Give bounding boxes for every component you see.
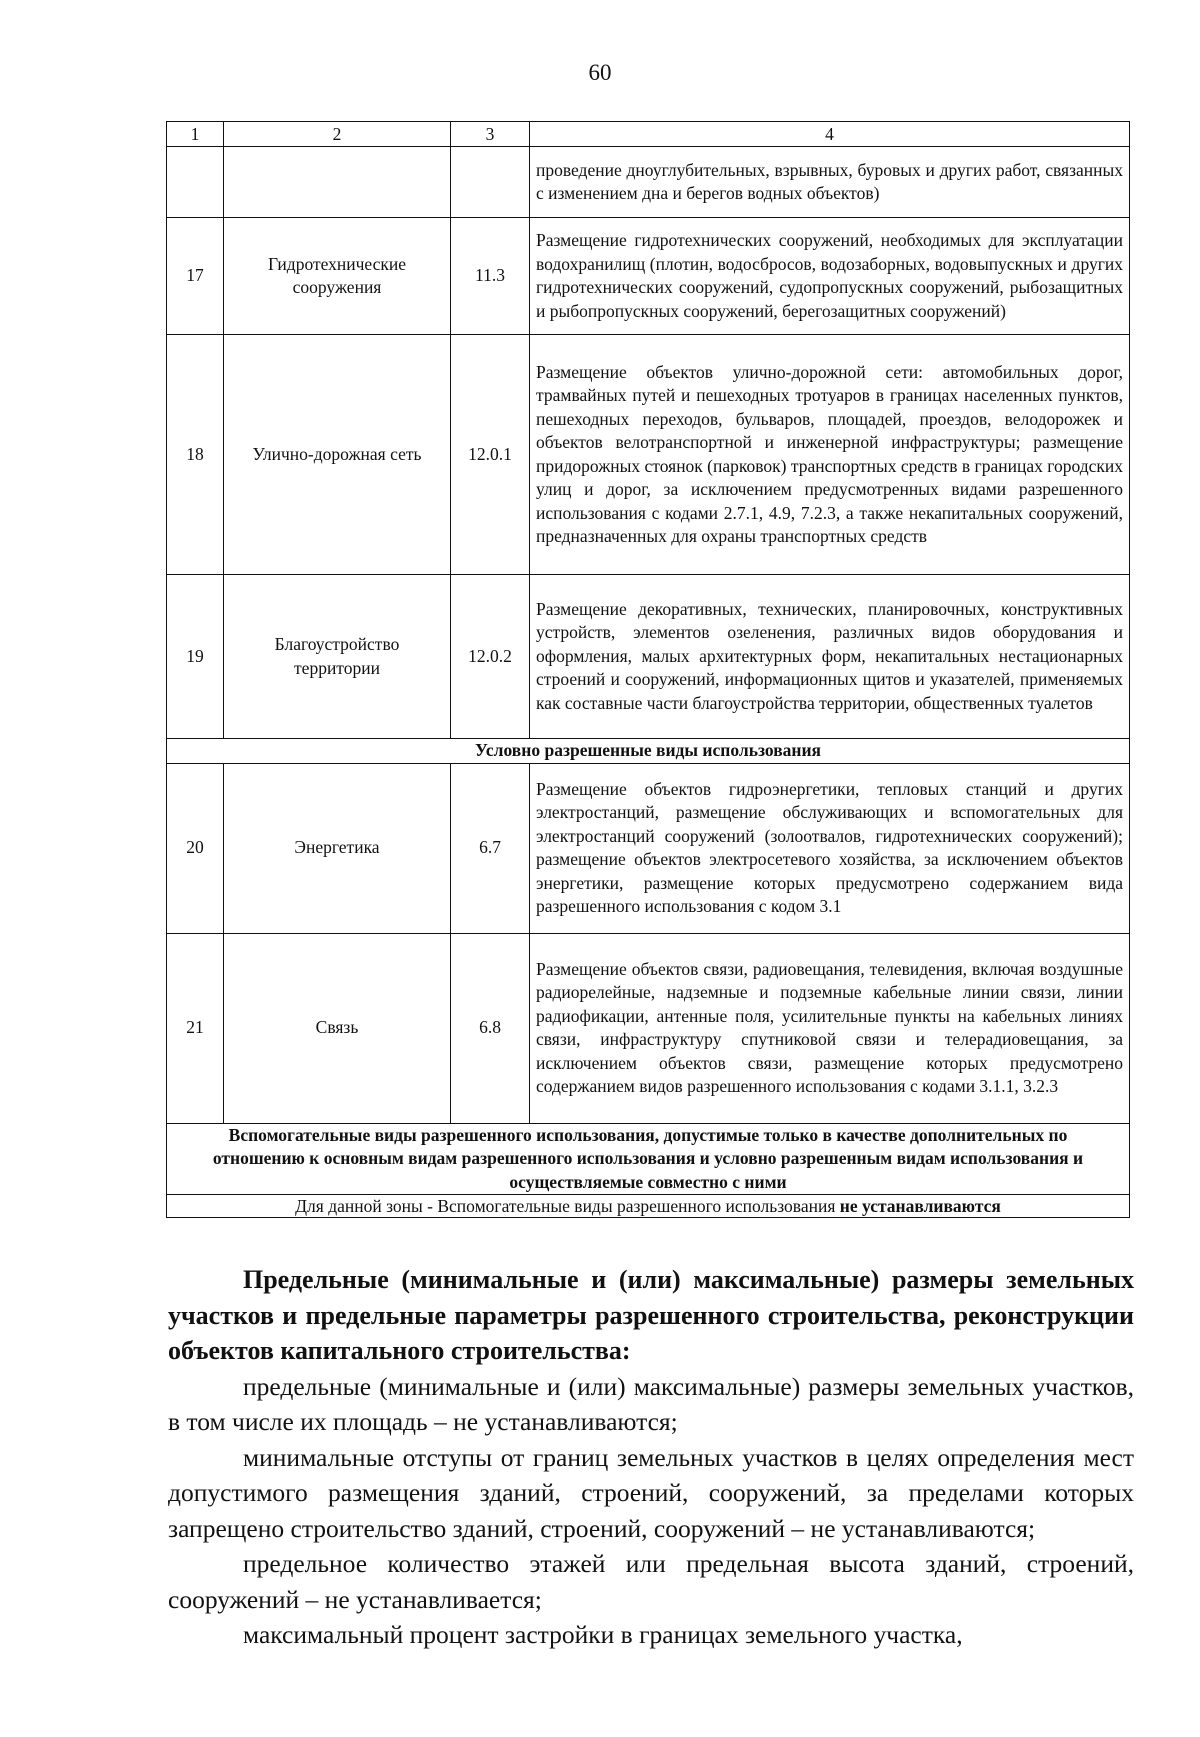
row-name: Гидротехнические сооружения <box>224 218 451 335</box>
row-name: Энергетика <box>224 763 451 933</box>
section-heading-conditional: Условно разрешенные виды использования <box>167 739 1130 764</box>
land-use-table <box>166 121 1130 1218</box>
row-code: 6.7 <box>451 763 530 933</box>
table-row <box>167 575 1130 739</box>
row-code: 11.3 <box>451 218 530 335</box>
row-name: Улично-дорожная сеть <box>224 335 451 575</box>
paragraph: предельное количество этажей или предельная высота зданий, строений, сооружений – не устанавливается; <box>168 1549 1134 1614</box>
row-number: 19 <box>167 575 224 739</box>
row-number: 18 <box>167 335 224 575</box>
paragraph: максимальный процент застройки в границах земельного участка, <box>243 1620 963 1649</box>
document-body <box>168 1262 1134 1653</box>
row-number: 20 <box>167 763 224 933</box>
page-number: 60 <box>588 60 612 85</box>
table-row-continuation <box>167 147 1130 218</box>
column-header-4: 4 <box>530 122 1130 147</box>
row-description: Размещение декоративных, технических, планировочных, конструктивных устройств, элементов озеленения, различных видов оборудования и оформления, малых архитектурных форм, некапитальных нестационарных строений и сооружений, информационных щитов и указателей, применяемых как составные части благоустройства территории, общественных туалетов <box>530 575 1130 739</box>
row-description: Размещение объектов улично-дорожной сети: автомобильных дорог, трамвайных путей и пешеходных тротуаров в границах населенных пунктов, пешеходных переходов, бульваров, площадей, проездов, велодорожек и объектов велотранспортной и инженерной инфраструктуры; размещение придорожных стоянок (парковок) транспортных средств в границах городских улиц и дорог, за исключением предусмотренных видами разрешенного использования с кодами 2.7.1, 4.9, 7.2.3, а также некапитальных сооружений, предназначенных для охраны транспортных средств <box>530 335 1130 575</box>
auxiliary-note-text: Для данной зоны - Вспомогательные виды разрешенного использования <box>295 1196 840 1216</box>
table-row <box>167 335 1130 575</box>
row-code: 12.0.1 <box>451 335 530 575</box>
section-heading: Предельные (минимальные и (или) максимальные) размеры земельных участков и предельные параметры разрешенного строительства, реконструкции объектов капитального строительства: <box>168 1265 1134 1365</box>
row-name: Связь <box>224 933 451 1123</box>
column-header-3: 3 <box>451 122 530 147</box>
table-row <box>167 763 1130 933</box>
row-number: 21 <box>167 933 224 1123</box>
row-description: проведение дноуглубительных, взрывных, буровых и других работ, связанных с изменением дна и берегов водных объектов) <box>530 147 1130 218</box>
row-code: 6.8 <box>451 933 530 1123</box>
auxiliary-note-bold: не устанавливаются <box>839 1196 1001 1216</box>
auxiliary-note-row <box>167 1195 1130 1218</box>
row-description: Размещение гидротехнических сооружений, необходимых для эксплуатации водохранилищ (плотин, водосбросов, водозаборных, водовыпускных и других гидротехнических сооружений, судопропускных сооружений, рыбозащитных и рыбопропускных сооружений, берегозащитных сооружений) <box>530 218 1130 335</box>
paragraph: минимальные отступы от границ земельных участков в целях определения мест допустимого размещения зданий, строений, сооружений, за пределами которых запрещено строительство зданий, строений, сооружений – не устанавливаются; <box>168 1442 1134 1543</box>
row-name: Благоустройство территории <box>224 575 451 739</box>
column-header-1: 1 <box>167 122 224 147</box>
row-description: Размещение объектов связи, радиовещания, телевидения, включая воздушные радиорелейные, надземные и подземные кабельные линии связи, линии радиофикации, антенные поля, усилительные пункты на кабельных линиях связи, инфраструктуру спутниковой связи и телерадиовещания, за исключением объектов связи, размещение которых предусмотрено содержанием видов разрешенного использования с кодами 3.1.1, 3.2.3 <box>530 933 1130 1123</box>
row-description: Размещение объектов гидроэнергетики, тепловых станций и других электростанций, размещение обслуживающих и вспомогательных для электростанций сооружений (золоотвалов, гидротехнических сооружений); размещение объектов электросетевого хозяйства, за исключением объектов энергетики, размещение которых предусмотрено содержанием вида разрешенного использования с кодом 3.1 <box>530 763 1130 933</box>
row-number: 17 <box>167 218 224 335</box>
row-code: 12.0.2 <box>451 575 530 739</box>
table-row <box>167 218 1130 335</box>
table-row <box>167 933 1130 1123</box>
column-header-2: 2 <box>224 122 451 147</box>
section-heading-auxiliary: Вспомогательные виды разрешенного использования, допустимые только в качестве дополнительных по отношению к основным видам разрешенного использования и условно разрешенным видам использования и осуществляемые совместно с ними <box>167 1123 1130 1195</box>
paragraph: предельные (минимальные и (или) максимальные) размеры земельных участков, в том числе их площадь – не устанавливаются; <box>168 1371 1134 1436</box>
table-header-row <box>167 122 1130 147</box>
